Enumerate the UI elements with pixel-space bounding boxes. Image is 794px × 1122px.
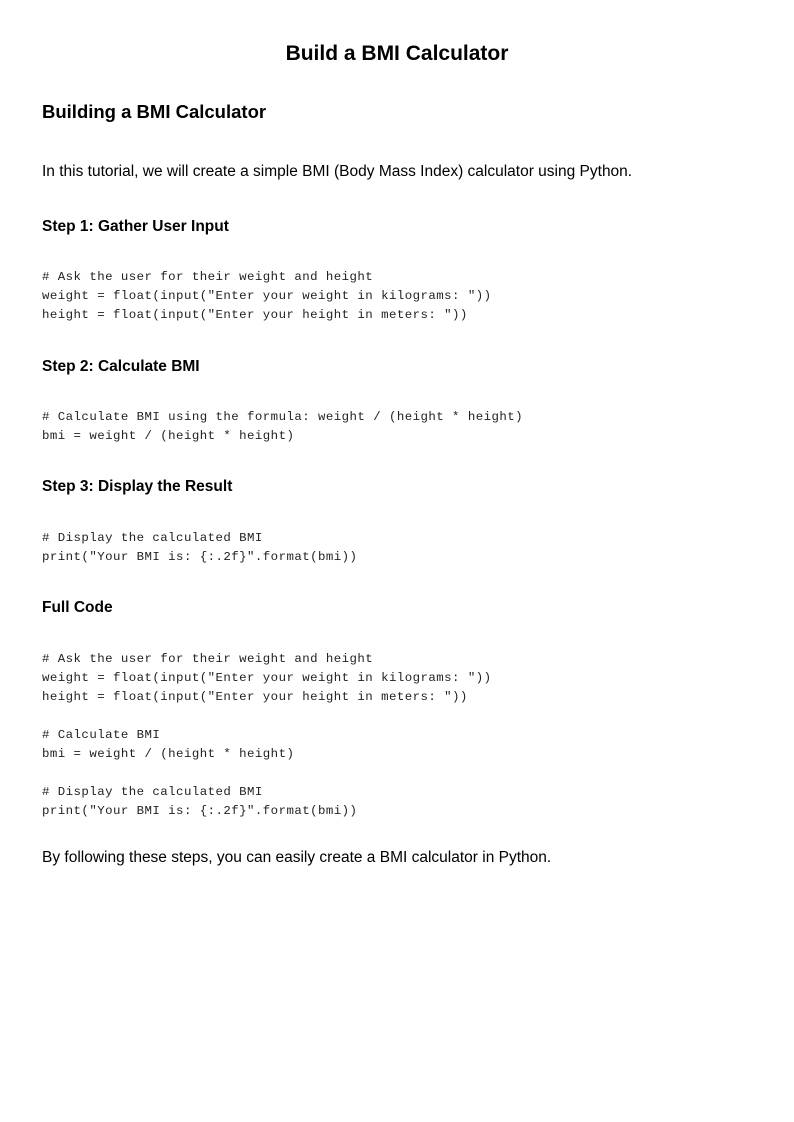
- conclusion-paragraph: By following these steps, you can easily create a BMI calculator in Python.: [42, 849, 552, 866]
- step1-code-block: # Ask the user for their weight and height weight = float(input("Enter your weight in kilograms: ")) height = float(input("Enter your height in meters: ")): [42, 270, 492, 322]
- step1-heading: Step 1: Gather User Input: [42, 218, 229, 235]
- step2-code-block: # Calculate BMI using the formula: weight / (height * height) bmi = weight / (height * height): [42, 410, 524, 443]
- full-code-heading: Full Code: [42, 599, 113, 616]
- document-title: Build a BMI Calculator: [285, 42, 509, 65]
- step3-heading: Step 3: Display the Result: [42, 478, 233, 495]
- section-heading: Building a BMI Calculator: [42, 101, 267, 122]
- step2-heading: Step 2: Calculate BMI: [42, 358, 200, 375]
- intro-paragraph: In this tutorial, we will create a simple BMI (Body Mass Index) calculator using Python.: [42, 163, 633, 180]
- step3-code-block: # Display the calculated BMI print("Your BMI is: {:.2f}".format(bmi)): [42, 531, 358, 564]
- full-code-block: # Ask the user for their weight and height weight = float(input("Enter your weight in kilograms: ")) height = float(input("Enter your height in meters: ")) # Calculate BMI bmi = weight / (height * height) # Display the calculated BMI print("Your BMI is: {:.2f}".format(bmi)): [42, 652, 492, 818]
